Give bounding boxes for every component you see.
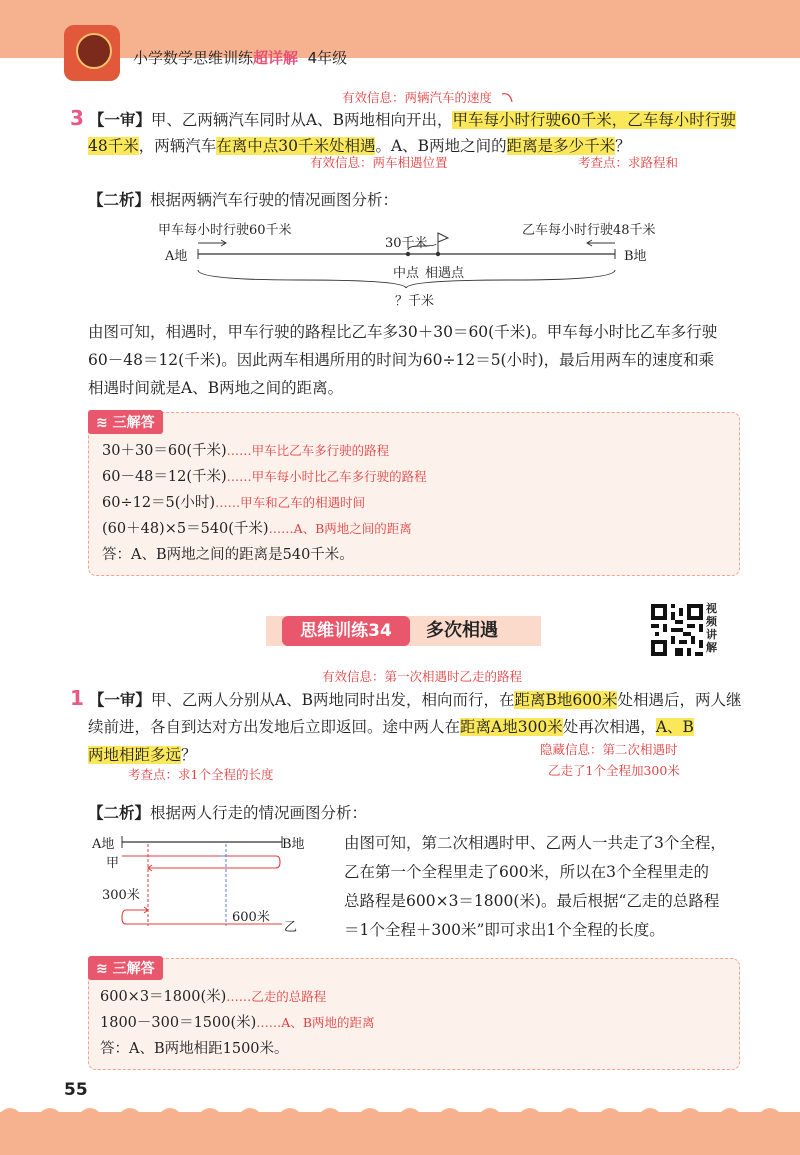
p3-analysis-heading: 【二析】根据两辆汽车行驶的情况画图分析： [88, 191, 399, 209]
d1-midpoint: 中点 [393, 266, 420, 281]
d1-left-speed: 甲车每小时行驶60千米 [158, 223, 292, 238]
d1-a-place: A地 [165, 249, 188, 264]
d2-person-b: 乙 [284, 920, 298, 935]
midpoint-dot [406, 252, 410, 256]
p3-solution-line: (60＋48)×5＝540(千米)……A、B两地之间的距离 [102, 521, 412, 537]
p3-analysis-2: 60－48＝12(千米)。因此两车相遇所用的时间为60÷12＝5(小时)，最后用两车的速度和乘 [88, 351, 715, 369]
total-brace [198, 270, 615, 288]
p1-analysis-heading: 【二析】根据两人行走的情况画图分析： [88, 804, 368, 822]
problem-number: 3 [70, 106, 84, 130]
note-arrow-icon [500, 90, 520, 104]
p1-analysis-3: 总路程是600×3＝1800(米)。最后根据“乙走的总路程 [344, 892, 720, 910]
d2-300: 300米 [102, 888, 140, 903]
p3-line1: 3 【一审】甲、乙两辆汽车同时从A、B两地相向开出，甲车每小时行驶60千米，乙车每小时行驶 [70, 106, 736, 130]
d1-offset: 30千米 [385, 236, 428, 251]
d2-600: 600米 [232, 910, 270, 925]
p3-line2: 48千米，两辆汽车在离中点30千米处相遇。A、B两地之间的距离是多少千米？ [88, 137, 631, 155]
d1-right-speed: 乙车每小时行驶48千米 [522, 223, 656, 238]
p1-line2: 续前进，各自到达对方出发地后立即返回。途中两人在距离A地300米处再次相遇，A、B [88, 718, 694, 736]
p1-note-left: 考查点：求1个全程的长度 [128, 767, 274, 782]
header-wave [0, 40, 800, 80]
page-number: 55 [64, 1080, 88, 1100]
p3-note-top: 有效信息：两辆汽车的速度 [342, 90, 493, 105]
d2-person-a: 甲 [106, 856, 120, 871]
p3-note-bottom1: 有效信息：两车相遇位置 [310, 155, 448, 170]
p3-solution-line: 30＋30＝60(千米)……甲车比乙车多行驶的路程 [102, 443, 390, 459]
p1-line1: 1 【一审】甲、乙两人分别从A、B两地同时出发，相向而行，在距离B地600米处相遇后，两人继 [70, 686, 742, 710]
problem-number: 1 [70, 686, 84, 710]
p1-analysis-2: 乙在第一个全程里走了600米，所以在3个全程里走的 [344, 863, 709, 881]
book-title: 小学数学思维训练超详解 4年级 [133, 49, 348, 67]
qr-code-icon[interactable] [651, 604, 703, 656]
p3-solution-line: 60÷12＝5(小时)……甲车和乙车的相遇时间 [102, 495, 366, 511]
p1-analysis-1: 由图可知，第二次相遇时甲、乙两人一共走了3个全程， [344, 834, 726, 852]
p3-analysis-1: 由图可知，相遇时，甲车行驶的路程比乙车多30＋30＝60(千米)。甲车每小时比乙车多行驶 [88, 323, 718, 341]
d1-meet: 相遇点 [425, 266, 465, 281]
d1-b-place: B地 [624, 249, 647, 264]
book-logo [64, 25, 120, 81]
section-name: 多次相遇 [426, 620, 498, 641]
p3-solution-line: 60－48＝12(千米)……甲车每小时比乙车多行驶的路程 [102, 469, 427, 485]
p1-analysis-4: ＝1个全程＋300米”即可求出1个全程的长度。 [344, 921, 665, 939]
p1-answer-line: 答：A、B两地相距1500米。 [100, 1041, 289, 1057]
footer-band [0, 1112, 800, 1155]
person-a-path [122, 856, 280, 868]
p3-answer-line: 答：A、B两地之间的距离是540千米。 [102, 547, 354, 563]
meeting-diagram [190, 230, 630, 292]
p1-solution-tag: ≋ 三解答 [88, 956, 163, 980]
stage-tag: 【一审】 [88, 111, 151, 129]
offset-brace [408, 244, 436, 250]
p3-analysis-3: 相遇时间就是A、B两地之间的距离。 [88, 379, 344, 397]
logo-emblem-icon [76, 33, 112, 69]
p3-note-bottom2: 考查点：求路程和 [578, 155, 679, 170]
p1-note-top: 有效信息：第一次相遇时乙走的路程 [322, 669, 523, 684]
p1-note-right2: 乙走了1个全程加300米 [548, 763, 680, 778]
p1-solution-line: 1800－300＝1500(米)……A、B两地的距离 [100, 1015, 375, 1031]
p1-line3: 两地相距多远？ [88, 746, 197, 764]
p1-note-right1: 隐藏信息：第二次相遇时 [540, 742, 678, 757]
p1-solution-line: 600×3＝1800(米)……乙走的总路程 [100, 989, 327, 1005]
p3-solution-tag: ≋ 三解答 [88, 410, 163, 434]
section-label: 思维训练34 [282, 616, 410, 646]
d1-total: ？千米 [395, 294, 435, 309]
flag-icon [438, 233, 448, 242]
qr-label: 视频讲解 [706, 602, 717, 654]
d2-b-place: B地 [282, 837, 305, 852]
d2-a-place: A地 [92, 837, 115, 852]
round-trip-diagram [110, 830, 290, 940]
